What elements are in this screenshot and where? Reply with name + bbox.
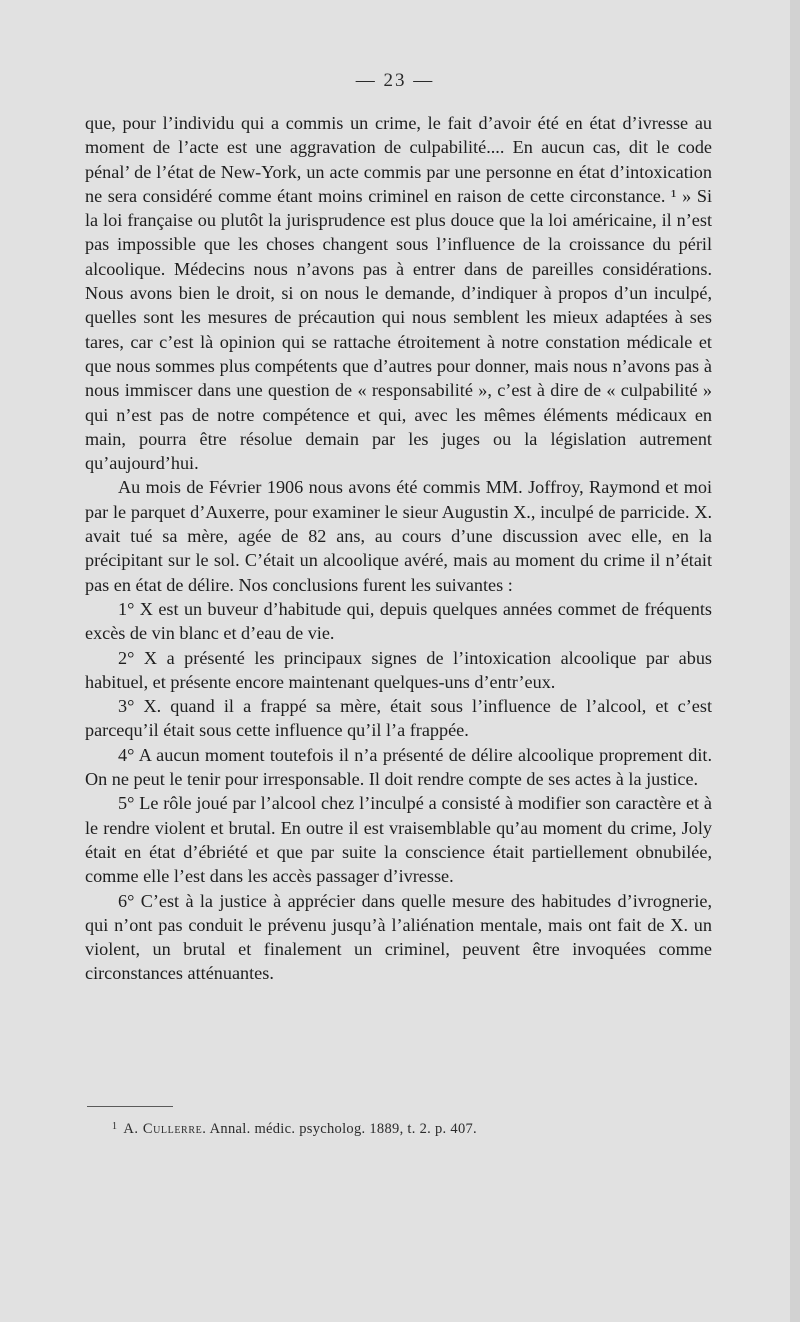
- conclusion-item-3: 3° X. quand il a frappé sa mère, était sous l’influence de l’alcool, et c’est parcequ’il était sous cette influence qu’il l’a frappée.: [85, 696, 712, 741]
- body-text: [85, 111, 712, 986]
- footnote-author: A. Cullerre.: [123, 1121, 207, 1137]
- footnote-divider: [87, 1106, 173, 1107]
- conclusion-item-1: 1° X est un buveur d’habitude qui, depuis quelques années commet de fréquents excès de vin blanc et d’eau de vie.: [85, 598, 712, 644]
- paragraph-continuation: que, pour l’individu qui a commis un crime, le fait d’avoir été en état d’ivresse au moment de l’acte est une aggravation de culpabilité.... En aucun cas, dit le code pénal’ de l’état de New-York, un acte commis par une personne en état d’intoxication ne sera considéré comme étant moins criminel en raison de cette circonstance. ¹ » Si la loi française ou plutôt la jurisprudence est plus douce que la loi américaine, il n’est pas impossible que les choses changent sous l’influence de la croissance du péril alcoolique. Médecins nous n’avons pas à entrer dans de pareilles considérations. Nous avons bien le droit, si on nous le demande, d’indiquer à propos d’un inculpé, quelles sont les mesures de précaution qui nous semblent les mieux adaptées à ses tares, car c’est là opinion qui se rattache étroitement à notre constation médicale et que nous sommes plus compétents que d’autres pour donner, mais nous n’avons pas à nous immiscer dans une question de « responsabilité », c’est à dire de « culpabilité » qui n’est pas de notre compétence et qui, avec les mêmes éléments médicaux en main, pourra être résolue demain par les juges ou la législation autrement qu’aujourd’hui.: [85, 113, 712, 474]
- conclusion-item-2: 2° X a présenté les principaux signes de l’intoxication alcoolique par abus habituel, et présente encore maintenant quelques-uns d’entr’eux.: [85, 647, 712, 692]
- footnote-marker: 1: [112, 1121, 118, 1132]
- conclusion-item-5: 5° Le rôle joué par l’alcool chez l’inculpé a consisté à modifier son caractère et à le rendre violent et brutal. En outre il est vraisemblable qu’au moment du crime, Joly était en état d’ébriété et que par suite la conscience était partiellement obnubilée, comme elle l’est dans les accès passager d’ivresse.: [85, 793, 712, 887]
- paragraph-case-report: Au mois de Février 1906 nous avons été commis MM. Joffroy, Raymond et moi par le parquet d’Auxerre, pour examiner le sieur Augustin X., inculpé de parricide. X. avait tué sa mère, agée de 82 ans, au cours d’une discussion avec elle, en la précipitant sur le sol. C’était un alcoolique avéré, mais au moment du crime il n’était pas en état de délire. Nos conclusions furent les suivantes :: [85, 477, 712, 595]
- conclusion-item-4: 4° A aucun moment toutefois il n’a présenté de délire alcoolique proprement dit. On ne peut le tenir pour irresponsable. Il doit rendre compte de ses actes à la justice.: [85, 744, 712, 790]
- footnote: [112, 1118, 477, 1138]
- conclusion-item-6: 6° C’est à la justice à apprécier dans quelle mesure des habitudes d’ivrognerie, qui n’ont pas conduit le prévenu jusqu’à l’aliénation mentale, mais ont fait de X. un violent, un brutal et finalement un criminel, peuvent être invoquées comme circonstances atténuantes.: [85, 890, 712, 984]
- footnote-reference: Annal. médic. psycholog. 1889, t. 2. p. 407.: [209, 1121, 477, 1137]
- page-number: — 23 —: [355, 70, 435, 91]
